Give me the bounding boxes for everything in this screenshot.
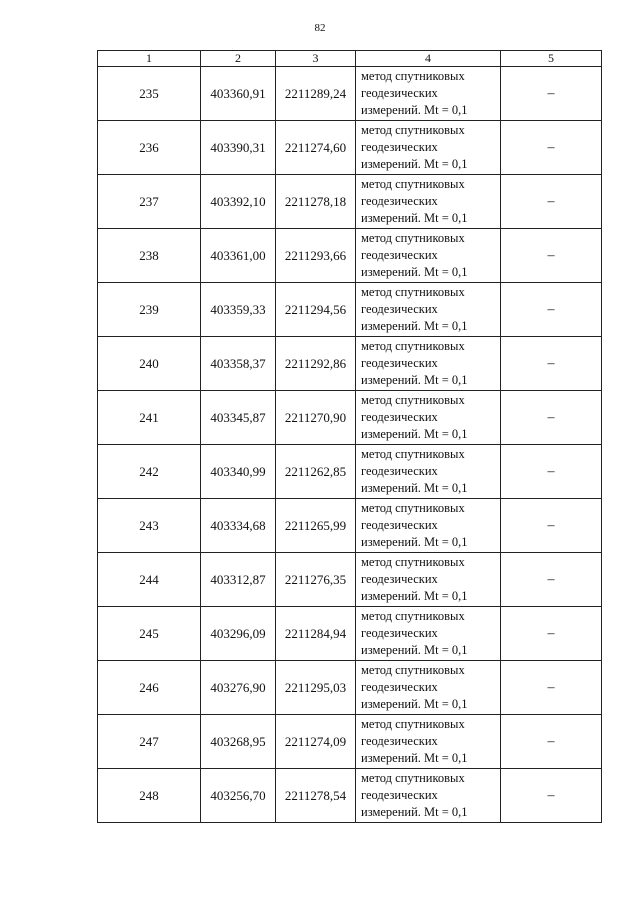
table-row: [98, 661, 602, 715]
method-cell: метод спутниковых геодезических измерений. Mt = 0,1: [356, 175, 501, 229]
point-number-cell: 236: [98, 121, 201, 175]
method-cell: метод спутниковых геодезических измерений. Mt = 0,1: [356, 229, 501, 283]
table-row: [98, 553, 602, 607]
table-row: [98, 121, 602, 175]
method-cell: метод спутниковых геодезических измерений. Mt = 0,1: [356, 769, 501, 823]
column-header: 5: [501, 51, 602, 67]
method-cell: метод спутниковых геодезических измерений. Mt = 0,1: [356, 499, 501, 553]
table-row: [98, 769, 602, 823]
table-row: [98, 391, 602, 445]
point-number-cell: 245: [98, 607, 201, 661]
x-coordinate-cell: 403392,10: [201, 175, 276, 229]
table-row: [98, 499, 602, 553]
table-header-row: [98, 51, 602, 67]
x-coordinate-cell: 403390,31: [201, 121, 276, 175]
point-number-cell: 240: [98, 337, 201, 391]
x-coordinate-cell: 403276,90: [201, 661, 276, 715]
page-number: 82: [314, 22, 326, 34]
y-coordinate-cell: 2211262,85: [276, 445, 356, 499]
note-cell: –: [501, 553, 602, 607]
note-cell: –: [501, 499, 602, 553]
x-coordinate-cell: 403360,91: [201, 67, 276, 121]
point-number-cell: 239: [98, 283, 201, 337]
note-cell: –: [501, 661, 602, 715]
table-row: [98, 283, 602, 337]
x-coordinate-cell: 403256,70: [201, 769, 276, 823]
y-coordinate-cell: 2211292,86: [276, 337, 356, 391]
point-number-cell: 241: [98, 391, 201, 445]
y-coordinate-cell: 2211295,03: [276, 661, 356, 715]
method-cell: метод спутниковых геодезических измерений. Mt = 0,1: [356, 445, 501, 499]
point-number-cell: 248: [98, 769, 201, 823]
x-coordinate-cell: 403312,87: [201, 553, 276, 607]
note-cell: –: [501, 445, 602, 499]
note-cell: –: [501, 283, 602, 337]
point-number-cell: 247: [98, 715, 201, 769]
method-cell: метод спутниковых геодезических измерений. Mt = 0,1: [356, 553, 501, 607]
x-coordinate-cell: 403359,33: [201, 283, 276, 337]
column-header: 1: [98, 51, 201, 67]
note-cell: –: [501, 67, 602, 121]
method-cell: метод спутниковых геодезических измерений. Mt = 0,1: [356, 283, 501, 337]
y-coordinate-cell: 2211276,35: [276, 553, 356, 607]
method-cell: метод спутниковых геодезических измерений. Mt = 0,1: [356, 337, 501, 391]
point-number-cell: 242: [98, 445, 201, 499]
x-coordinate-cell: 403340,99: [201, 445, 276, 499]
table-row: [98, 67, 602, 121]
note-cell: –: [501, 229, 602, 283]
x-coordinate-cell: 403268,95: [201, 715, 276, 769]
point-number-cell: 235: [98, 67, 201, 121]
table-row: [98, 229, 602, 283]
point-number-cell: 237: [98, 175, 201, 229]
column-header: 3: [276, 51, 356, 67]
column-header: 4: [356, 51, 501, 67]
note-cell: –: [501, 337, 602, 391]
note-cell: –: [501, 769, 602, 823]
y-coordinate-cell: 2211265,99: [276, 499, 356, 553]
column-header: 2: [201, 51, 276, 67]
table-row: [98, 607, 602, 661]
y-coordinate-cell: 2211274,09: [276, 715, 356, 769]
table-row: [98, 715, 602, 769]
note-cell: –: [501, 391, 602, 445]
method-cell: метод спутниковых геодезических измерений. Mt = 0,1: [356, 715, 501, 769]
note-cell: –: [501, 715, 602, 769]
table-row: [98, 175, 602, 229]
coordinates-table: [97, 50, 602, 823]
method-cell: метод спутниковых геодезических измерений. Mt = 0,1: [356, 661, 501, 715]
x-coordinate-cell: 403361,00: [201, 229, 276, 283]
note-cell: –: [501, 175, 602, 229]
y-coordinate-cell: 2211278,54: [276, 769, 356, 823]
table-row: [98, 445, 602, 499]
note-cell: –: [501, 121, 602, 175]
point-number-cell: 243: [98, 499, 201, 553]
x-coordinate-cell: 403345,87: [201, 391, 276, 445]
point-number-cell: 238: [98, 229, 201, 283]
table-row: [98, 337, 602, 391]
x-coordinate-cell: 403358,37: [201, 337, 276, 391]
y-coordinate-cell: 2211284,94: [276, 607, 356, 661]
method-cell: метод спутниковых геодезических измерений. Mt = 0,1: [356, 391, 501, 445]
point-number-cell: 246: [98, 661, 201, 715]
y-coordinate-cell: 2211289,24: [276, 67, 356, 121]
y-coordinate-cell: 2211274,60: [276, 121, 356, 175]
method-cell: метод спутниковых геодезических измерений. Mt = 0,1: [356, 121, 501, 175]
note-cell: –: [501, 607, 602, 661]
method-cell: метод спутниковых геодезических измерений. Mt = 0,1: [356, 607, 501, 661]
y-coordinate-cell: 2211293,66: [276, 229, 356, 283]
y-coordinate-cell: 2211270,90: [276, 391, 356, 445]
y-coordinate-cell: 2211294,56: [276, 283, 356, 337]
x-coordinate-cell: 403334,68: [201, 499, 276, 553]
y-coordinate-cell: 2211278,18: [276, 175, 356, 229]
x-coordinate-cell: 403296,09: [201, 607, 276, 661]
point-number-cell: 244: [98, 553, 201, 607]
method-cell: метод спутниковых геодезических измерений. Mt = 0,1: [356, 67, 501, 121]
